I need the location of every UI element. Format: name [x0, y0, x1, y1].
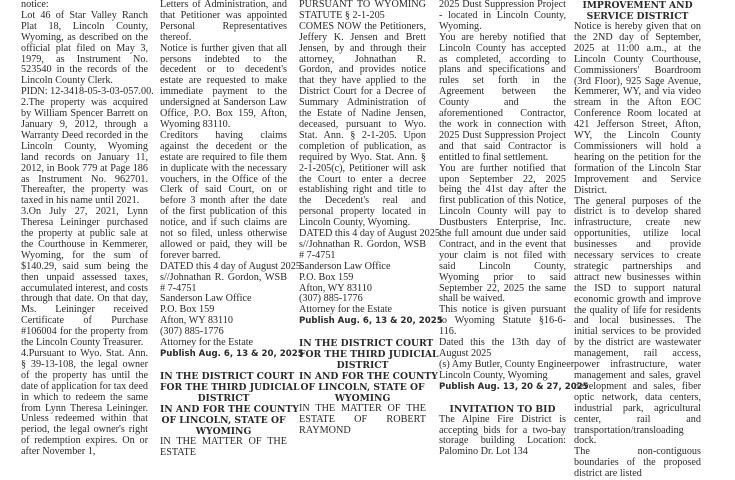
text-line: Sanderson Law Office [299, 260, 391, 272]
notice-heading: DISTRICT [197, 392, 250, 404]
spacer [299, 327, 426, 338]
paragraph: Notice is further given that all persons indebted to the decedent or to decedent's estate are requested to make immediate payment to the undersigned at Sanderson Law Office, P.O. Box 159, Afton, Wyoming 83110. [160, 42, 287, 130]
text-line: Attorney for the Estate [299, 304, 393, 316]
notice-column-1 [21, 0, 154, 458]
notice-heading: DISTRICT [336, 360, 389, 372]
notice-heading: IN THE DISTRICT COURT [160, 370, 295, 382]
paragraph: You are further notified that upon September 22, 2025 being the 41st day after the first publication of this Notice, Lincoln County will pay to Dustbusters Enterprise, Inc. the full amount due under said Contract, and in the event that your claim is not filed with said Lincoln County, Wyoming prior to said September 22, 2025 the same shall be waived. [439, 162, 566, 305]
publish-dates: Publish Aug. 13, 20 & 27, 2025 [439, 381, 589, 392]
paragraph: Creditors having claims against the decedent or the estate are required to file them in duplicate with the necessary vouchers, in the Office of the Clerk of said Court, on or before 3 month after the date of the first publication of this notice, and if such claims are not so filed, unless otherwise allowed or paid, they will be forever barred. [160, 129, 287, 261]
paragraph: Letters of Administration, and that Petitioner was appointed Personal Representatives thereof. [160, 0, 287, 43]
spacer [439, 393, 566, 404]
paragraph: IN THE MATTER OF THE ESTATE OF ROBERT RAYMOND [299, 403, 426, 436]
paragraph: COMES NOW the Petitioners, Jeffery K. Jensen and Brett Jensen, by and through their attorney, Johnathan R. Gordon, and provides notice that they have applied to the District Court for a Decree of Summary Administration of the Estate of Nadine Jensen, deceased, pursuant to Wyo. Stat. Ann. § 2-1-205. Upon completion of publication, as required by Wyo. Stat. Ann. § 2-1-205(c), Petitioner will ask the Court to enter a decree establishing right and title to the Decedent's real and personal property located in Lincoln County, Wyoming. [299, 20, 426, 229]
text-line: DATED this 4 day of August 2025. [299, 228, 443, 240]
spacer [160, 360, 287, 371]
paragraph: Dated this the 13th day of August 2025 [439, 337, 566, 359]
paragraph: s//Johnathan R. Gordon, WSB # 7-4751 [299, 238, 426, 261]
text-line: P.O. Box 159 [299, 271, 354, 283]
text-line: (307) 885-1776 [160, 326, 224, 338]
paragraph: The non-contiguous boundaries of the proposed district are listed [574, 446, 701, 480]
notice-column-5 [574, 0, 701, 480]
text-line: (307) 885-1776 [299, 293, 363, 305]
text-line: Lincoln County, Wyoming [439, 369, 548, 381]
notice-heading: OF LINCOLN, STATE OF [300, 382, 425, 394]
paragraph: This notice is given pursuant to Wyoming Statute §16-6-116. [439, 304, 566, 338]
paragraph: s//Johnathan R. Gordon, WSB # 7-4751 [160, 271, 287, 294]
paragraph: The general purposes of the district is to develop shared infrastructure, create new opportunities, utilize local businesses and provide necessary services to create strategic partnerships and attract new businesses within the ISD to support natural economic growth and improve the quality of life for residents and local businesses. The initial services to be provided by the district are wastewater management, rail access, power infrastructure, water management and sales, gravel development and sales, fiber optic network, data centers, industrial park, agricultural center, rail and transportation/transloading dock. [574, 195, 701, 447]
publish-dates: Publish Aug. 6, 13 & 20, 2025 [299, 316, 443, 327]
text-line: DATED this 4 day of August 2025. [160, 260, 304, 272]
text-line: Afton, WY 83110 [299, 282, 372, 294]
notice-heading: FOR THE THIRD JUDICIAL [160, 381, 300, 393]
notice-heading: IN THE DISTRICT COURT [299, 338, 434, 350]
notice-heading: FOR THE THIRD JUDICIAL [299, 349, 439, 361]
publish-dates: Publish Aug. 6, 13 & 20, 2025 [160, 349, 304, 359]
paragraph: 2.The property was acquired by William Spencer Barrett on January 9, 2012, through a Warranty Deed recorded in the Lincoln County, Wyoming land records on January 11, 2012, in Book 779 at Page 186 as Instrument No. 962701. Thereafter, the property was taxed in his name until 2021. [21, 97, 148, 207]
notice-heading: INVITATION TO BID [449, 403, 556, 415]
notice-heading: IN AND FOR THE COUNTY [160, 403, 299, 415]
paragraph: 3.On July 27, 2021, Lynn Theresa Leininger purchased the property at public sale at the Courthouse in Kemmerer, Wyoming, for the sum of $140.29, said sum being the then unpaid assessed taxes, accumulated interest, and costs through that date. On that day, Ms. Leininger received Certificate of Purchase #106004 for the property from the Lincoln County Treasurer. [21, 206, 148, 349]
notice-column-3 [299, 0, 443, 437]
text-line: Afton, WY 83110 [160, 315, 233, 327]
paragraph: Lot 46 of Star Valley Ranch Plat 18, Lincoln County, Wyoming, as described on the official plat filed on May 3, 1979, as Instrument No. 523540 in the records of the Lincoln County Clerk. [21, 9, 148, 87]
text-line: (s) Amy Butler, County Engineer [439, 358, 575, 370]
notice-heading: OF LINCOLN, STATE OF [161, 414, 286, 426]
text-line: Sanderson Law Office [160, 293, 252, 305]
notice-heading: SERVICE DISTRICT [586, 11, 689, 22]
paragraph: 4.Pursuant to Wyo. Stat. Ann. § 39-13-108, the legal owner of the property has until the date of application for tax deed in which to redeem the same from Lynn Theresa Leininger. Unless redeemed within that period, the legal owner's right of redemption expires. On or after November 1, [21, 348, 149, 458]
notice-heading: IMPROVEMENT AND [582, 0, 693, 11]
notice-heading: WYOMING [334, 393, 391, 405]
text-line: P.O. Box 159 [160, 304, 215, 316]
notice-heading: IN AND FOR THE COUNTY [299, 371, 438, 383]
notice-column-2 [160, 0, 304, 459]
paragraph: IN THE MATTER OF THE ESTATE [160, 435, 287, 458]
paragraph: Notice is hereby given that on the 2ND day of September, 2025 at 11:00 a.m., at the Lincoln County Courthouse, Commissioners' Boardroom (3rd Floor), 925 Sage Avenue, Kemmerer, WY, and via video stream in the Afton EOC Conference Room located at 421 Jefferson Street, Afton, WY, the Lincoln County Commissioners will hold a hearing on the petition for the formation of the Lincoln Star Improvement and Service District. [574, 21, 701, 196]
text-line: PIDN: 12-3418-05-3-03-057.00. [21, 86, 154, 98]
text-line: Attorney for the Estate [160, 337, 254, 349]
notice-column-4 [439, 0, 589, 458]
paragraph: The Alpine Fire District is accepting bids for a two-bay storage building Location: Palomino Dr. Lot 134 [439, 413, 566, 458]
paragraph: You are hereby notified that Lincoln County has accepted as completed, according to plans and specifications and rules set forth in the Agreement between the County and the aforementioned Contractor, the work in connection with 2025 Dust Suppression Project and that said Contractor is entitled to final settlement. [439, 31, 566, 163]
notice-heading: WYOMING [195, 425, 252, 437]
paragraph: 2025 Dust Suppression Project - located in Lincoln County, Wyoming. [439, 0, 566, 32]
text-line: notice: [21, 0, 49, 10]
paragraph: PURSUANT TO WYOMING STATUTE § 2-1-205 [299, 0, 426, 21]
